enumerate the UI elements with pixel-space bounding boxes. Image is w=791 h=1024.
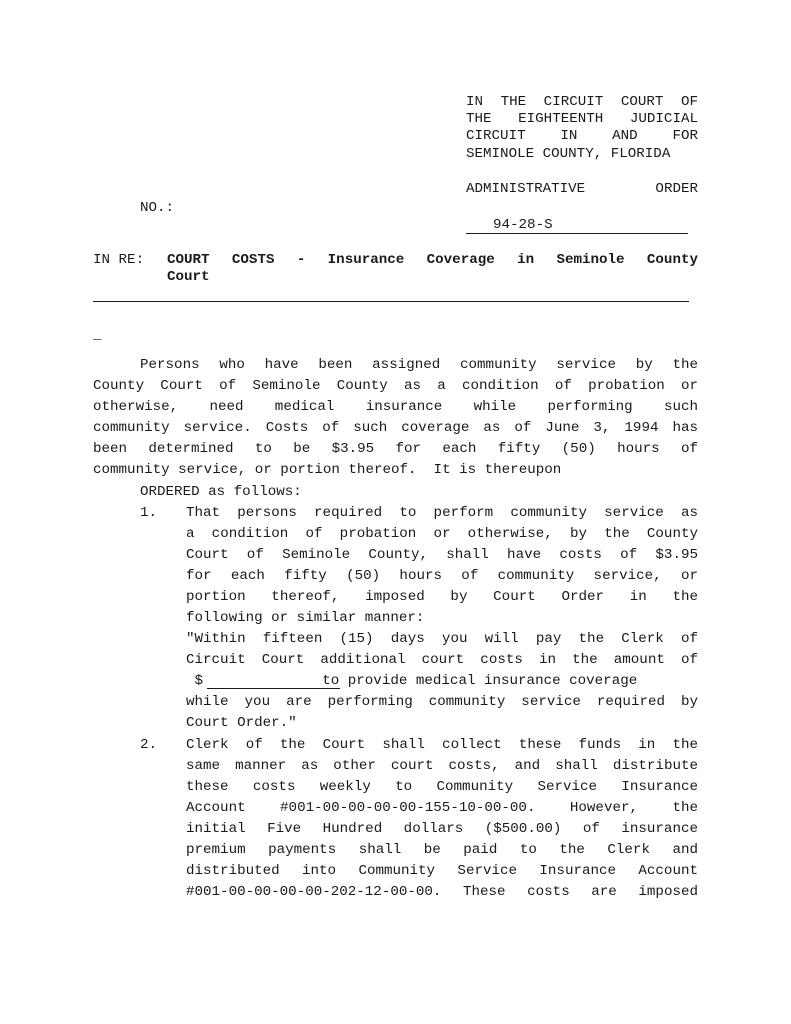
in-re-subject-line-1: COURT COSTS - Insurance Coverage in Seminole County	[167, 252, 698, 268]
court-line-4: SEMINOLE COUNTY, FLORIDA	[466, 146, 671, 162]
item-2-line-1: Clerk of the Court shall collect these funds in the	[186, 737, 698, 753]
para1-line-2: County Court of Seminole County as a condition of probation or	[93, 378, 698, 394]
item-2-line-5: initial Five Hundred dollars ($500.00) of insurance	[186, 821, 698, 837]
para1-line-4: community service. Costs of such coverage as of June 3, 1994 has	[93, 420, 698, 436]
item-2-line-6: premium payments shall be paid to the Clerk and	[186, 842, 698, 858]
item-1-line-11: Court Order."	[186, 715, 297, 731]
order-number: 94-28-S	[466, 217, 688, 234]
item-1-line-7: "Within fifteen (15) days you will pay the Clerk of	[186, 631, 698, 647]
item-1-line-8: Circuit Court additional court costs in the amount of	[186, 652, 698, 668]
court-line-3: CIRCUIT IN AND FOR	[466, 128, 698, 144]
in-re-label: IN RE:	[93, 252, 145, 268]
amount-blank-underline	[207, 688, 340, 689]
item-2-line-4: Account #001-00-00-00-00-155-10-00-00. However, the	[186, 800, 698, 816]
in-re-subject-line-2: Court	[167, 269, 210, 285]
item-2-line-2: same manner as other court costs, and shall distribute	[186, 758, 698, 774]
item-1-line-10: while you are performing community service required by	[186, 694, 698, 710]
horizontal-rule	[93, 301, 689, 302]
item-2-line-3: these costs weekly to Community Service Insurance	[186, 779, 698, 795]
item-1-line-6: following or similar manner:	[186, 610, 425, 626]
administrative-order-label: ADMINISTRATIVE ORDER	[466, 181, 698, 197]
court-line-2: THE EIGHTEENTH JUDICIAL	[466, 111, 698, 127]
item-2-line-7: distributed into Community Service Insurance Account	[186, 863, 698, 879]
court-line-1: IN THE CIRCUIT COURT OF	[466, 94, 698, 110]
para1-line-3: otherwise, need medical insurance while performing such	[93, 399, 698, 415]
para1-line-1: Persons who have been assigned community service by the	[140, 357, 698, 373]
stray-underscore: _	[93, 327, 102, 343]
item-1-line-1: That persons required to perform community service as	[186, 505, 698, 521]
item-2-line-8: #001-00-00-00-00-202-12-00-00. These costs are imposed	[186, 884, 698, 900]
para1-line-6: community service, or portion thereof. It is thereupon	[93, 462, 562, 478]
ordered-heading: ORDERED as follows:	[140, 484, 302, 500]
item-1-line-4: for each fifty (50) hours of community service, or	[186, 568, 698, 584]
item-1-line-3: Court of Seminole County, shall have costs of $3.95	[186, 547, 698, 563]
item-2-number: 2.	[140, 737, 158, 753]
para1-line-5: been determined to be $3.95 for each fifty (50) hours of	[93, 441, 698, 457]
order-number-label: NO.:	[140, 200, 175, 216]
item-1-number: 1.	[140, 505, 158, 521]
item-1-line-5: portion thereof, imposed by Court Order in the	[186, 589, 698, 605]
item-1-line-9: $ to provide medical insurance coverage	[186, 673, 638, 689]
item-1-line-2: a condition of probation or otherwise, by the County	[186, 526, 698, 542]
